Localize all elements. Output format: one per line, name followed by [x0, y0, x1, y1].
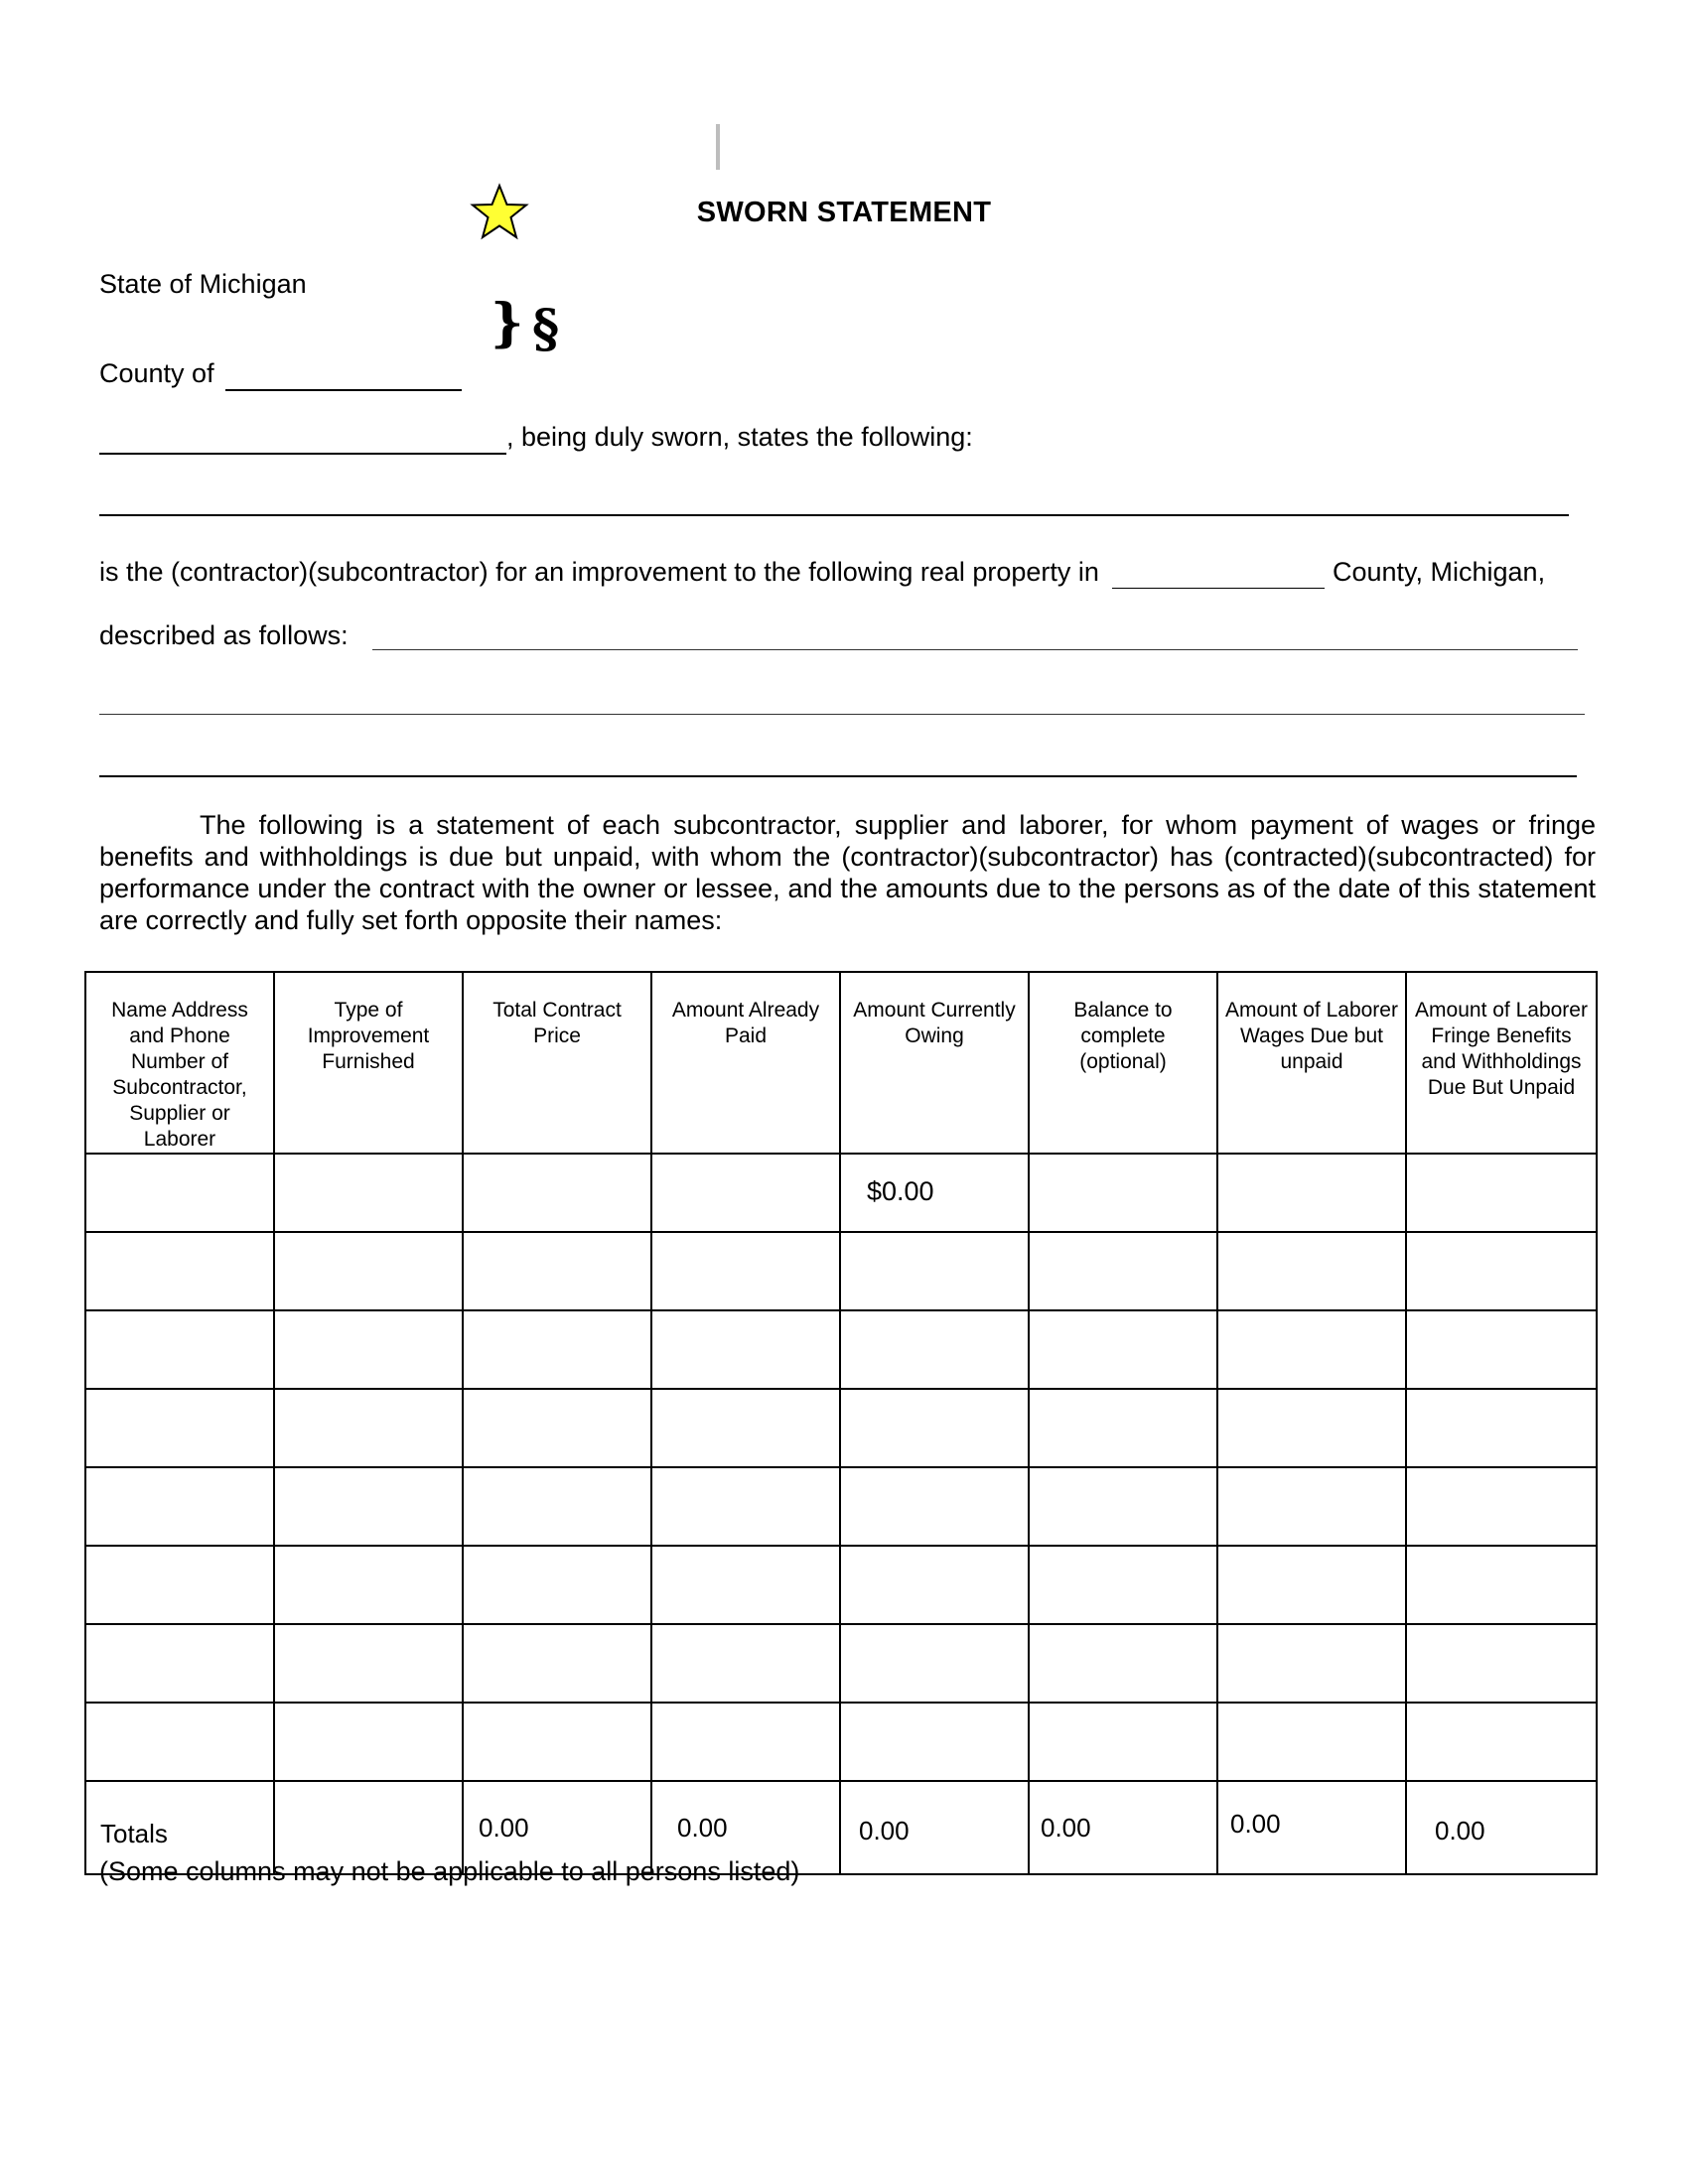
table-cell[interactable] — [1217, 1703, 1406, 1781]
column-header-name: Name Address and Phone Number of Subcontractor, Supplier or Laborer — [85, 972, 274, 1154]
section-symbol: § — [532, 299, 560, 359]
table-cell[interactable] — [274, 1703, 463, 1781]
table-cell[interactable] — [463, 1467, 651, 1546]
table-cell[interactable] — [651, 1154, 840, 1232]
table-row — [85, 1703, 1597, 1781]
table-cell[interactable] — [1217, 1624, 1406, 1703]
affiant-name-field[interactable] — [99, 421, 506, 455]
statement-text: The following is a statement of each subcontractor, supplier and laborer, for whom payment of wages or fringe benefits and withholdings is due but unpaid, with whom the (contractor)(subcontractor) has (contracted)(subcontracted) for performance under the contract with the owner or lessee, and the amounts due to the persons as of the date of this statement are correctly and fully set forth opposite their names: — [99, 810, 1596, 935]
table-cell[interactable] — [85, 1624, 274, 1703]
table-cell[interactable] — [651, 1310, 840, 1389]
table-cell[interactable] — [85, 1703, 274, 1781]
totals-label: Totals — [85, 1781, 274, 1874]
brace-symbol: } — [491, 293, 524, 353]
table-cell[interactable] — [274, 1232, 463, 1310]
table-cell[interactable] — [1217, 1232, 1406, 1310]
table-cell[interactable] — [1029, 1310, 1217, 1389]
payments-table — [84, 971, 1598, 1875]
property-county-field[interactable] — [1112, 556, 1325, 589]
amount-currently-owing-cell[interactable]: $0.00 — [840, 1154, 1029, 1232]
table-cell[interactable] — [1029, 1154, 1217, 1232]
state-label: State of Michigan — [99, 269, 307, 299]
table-cell[interactable] — [85, 1546, 274, 1624]
table-cell[interactable] — [1406, 1310, 1597, 1389]
table-cell[interactable] — [651, 1232, 840, 1310]
table-cell[interactable] — [1029, 1703, 1217, 1781]
table-cell[interactable] — [463, 1703, 651, 1781]
table-cell[interactable] — [463, 1232, 651, 1310]
table-cell[interactable] — [1029, 1467, 1217, 1546]
table-cell[interactable] — [1406, 1232, 1597, 1310]
table-row — [85, 1389, 1597, 1467]
table-cell[interactable] — [651, 1467, 840, 1546]
column-header-balance: Balance to complete (optional) — [1029, 972, 1217, 1154]
table-cell[interactable] — [1217, 1389, 1406, 1467]
table-cell[interactable] — [1217, 1310, 1406, 1389]
table-cell[interactable] — [1029, 1232, 1217, 1310]
table-cell[interactable] — [274, 1389, 463, 1467]
table-cell[interactable] — [85, 1389, 274, 1467]
table-cell[interactable] — [840, 1389, 1029, 1467]
table-cell[interactable] — [274, 1310, 463, 1389]
description-field-1[interactable] — [372, 649, 1578, 650]
table-row — [85, 1154, 1597, 1232]
table-row — [85, 1310, 1597, 1389]
text-cursor-mark — [716, 124, 720, 170]
footnote: (Some columns may not be applicable to all persons listed) — [99, 1856, 800, 1886]
column-header-laborer-wages: Amount of Laborer Wages Due but unpaid — [1217, 972, 1406, 1154]
table-cell[interactable] — [840, 1546, 1029, 1624]
table-row — [85, 1546, 1597, 1624]
table-cell[interactable] — [1406, 1467, 1597, 1546]
table-cell[interactable] — [651, 1703, 840, 1781]
being-sworn-text: , being duly sworn, states the following: — [506, 422, 973, 452]
county-label: County of — [99, 358, 214, 388]
contractor-text: is the (contractor)(subcontractor) for an improvement to the following real property in — [99, 557, 1099, 587]
table-cell[interactable] — [651, 1389, 840, 1467]
table-cell[interactable] — [840, 1624, 1029, 1703]
table-cell[interactable] — [651, 1546, 840, 1624]
table-cell[interactable] — [274, 1624, 463, 1703]
table-row — [85, 1624, 1597, 1703]
table-cell[interactable] — [274, 1467, 463, 1546]
property-line — [99, 556, 1545, 589]
affiant-line — [99, 421, 973, 455]
table-cell[interactable] — [1217, 1546, 1406, 1624]
column-header-type: Type of Improvement Furnished — [274, 972, 463, 1154]
table-cell[interactable] — [274, 1154, 463, 1232]
table-cell[interactable] — [85, 1154, 274, 1232]
table-cell[interactable] — [85, 1310, 274, 1389]
table-cell[interactable] — [463, 1154, 651, 1232]
county-suffix: County, Michigan, — [1332, 557, 1546, 587]
total-currently-owing-cell[interactable]: 0.00 — [840, 1781, 1029, 1874]
table-cell[interactable] — [1029, 1546, 1217, 1624]
table-cell[interactable] — [463, 1389, 651, 1467]
county-field[interactable] — [225, 357, 462, 391]
contractor-name-field[interactable] — [99, 514, 1569, 516]
column-header-total-price: Total Contract Price — [463, 972, 651, 1154]
table-cell[interactable] — [1029, 1389, 1217, 1467]
page-title: SWORN STATEMENT — [696, 197, 992, 228]
described-label: described as follows: — [99, 620, 349, 650]
statement-paragraph — [99, 809, 1596, 936]
table-cell[interactable] — [1406, 1624, 1597, 1703]
star-icon — [469, 183, 530, 242]
table-cell[interactable] — [463, 1624, 651, 1703]
column-header-already-paid: Amount Already Paid — [651, 972, 840, 1154]
table-cell[interactable] — [840, 1467, 1029, 1546]
table-cell[interactable] — [1406, 1154, 1597, 1232]
total-fringe-benefits-cell[interactable]: 0.00 — [1406, 1781, 1597, 1874]
description-field-2[interactable] — [99, 714, 1585, 715]
table-cell[interactable] — [85, 1467, 274, 1546]
table-cell[interactable] — [651, 1624, 840, 1703]
table-row — [85, 1232, 1597, 1310]
table-cell[interactable] — [840, 1310, 1029, 1389]
table-row — [85, 1467, 1597, 1546]
county-line — [99, 357, 462, 391]
table-cell[interactable] — [1406, 1546, 1597, 1624]
table-cell[interactable] — [840, 1703, 1029, 1781]
total-contract-price-cell[interactable]: 0.00 — [463, 1781, 651, 1874]
total-laborer-wages-cell[interactable]: 0.00 — [1217, 1781, 1406, 1874]
table-cell[interactable] — [1406, 1703, 1597, 1781]
total-balance-cell[interactable]: 0.00 — [1029, 1781, 1217, 1874]
column-header-fringe-benefits: Amount of Laborer Fringe Benefits and Withholdings Due But Unpaid — [1406, 972, 1597, 1154]
table-cell[interactable] — [463, 1546, 651, 1624]
table-cell[interactable] — [274, 1546, 463, 1624]
table-cell[interactable] — [1029, 1624, 1217, 1703]
description-field-3[interactable] — [99, 775, 1577, 777]
table-header-row — [85, 972, 1597, 1154]
table-cell[interactable] — [463, 1310, 651, 1389]
table-cell[interactable] — [1217, 1154, 1406, 1232]
table-cell[interactable] — [840, 1232, 1029, 1310]
total-already-paid-cell[interactable]: 0.00 — [651, 1781, 840, 1874]
column-header-currently-owing: Amount Currently Owing — [840, 972, 1029, 1154]
table-cell[interactable] — [1217, 1467, 1406, 1546]
table-cell[interactable] — [1406, 1389, 1597, 1467]
table-cell[interactable] — [85, 1232, 274, 1310]
